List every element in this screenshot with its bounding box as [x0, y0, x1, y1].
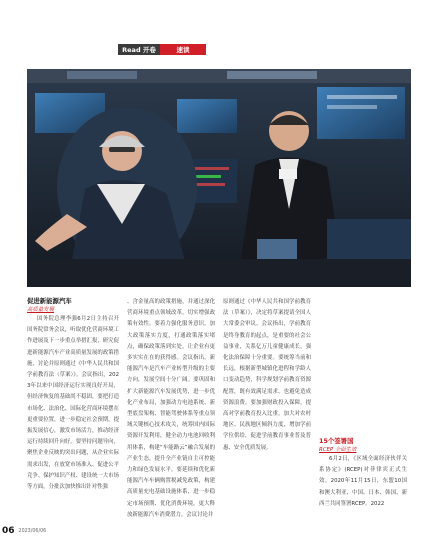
column-4 [315, 297, 411, 535]
article-columns [27, 297, 411, 535]
article2-title: 15个签署国 [319, 437, 354, 445]
page-footer [2, 526, 46, 536]
column-text-1: 国务院总理李强6月2日主持召开国务院常务会议，听取优化营商环境工作进展及下一步重点举措汇报，研究促进新能源汽车产业高质量发展的政策措施，讨论并原则通过《中华人民共和国学前教育法（草案）》。会议指出，2023年以来中国经济运行实现良好开局，但经济恢复的基础尚不稳固，要把打造市场化、法治化、国际化营商环境摆在更重要位置，进一步稳定社会预期，提振发展信心，激发市场活力，推动经济运行持续回升向好。要坚持问题导向，聚焦企业反映的突出问题，从企业实际需求出发，在放宽市场准入、促进公平竞争、保护知识产权、建设统一大市场等方面，分批次加快推出针对性强 [27, 316, 119, 491]
article-subtitle: 高质量发展 [27, 307, 54, 313]
page-number: 06 [2, 526, 15, 536]
section-header [118, 44, 206, 55]
column-2 [123, 297, 219, 535]
brand-label: Read 开卷 [118, 44, 160, 55]
article2-text: 6月2日，《区域全面经济伙伴关系协定》(RCEP)对菲律宾正式生效。2020年11月15日，东盟10国和澳大利亚、中国、日本、韩国、新西兰共同签署RCEP。2022 [319, 456, 407, 507]
article-title: 促进新能源汽车 [27, 297, 72, 305]
issue-date: 2023/06/06 [18, 528, 47, 534]
column-text-4 [319, 297, 407, 431]
column-text-2: 、含金量高的政策措施，并通过深化营商环境重点领域改革，切实增强政策有效性。要着力强化服务意识，加大政策落实力度，打通政策落实堵点，确保政策落到实处，让企业有更多实实在在的获得感。会议指出，新能源汽车是汽车产业转型升级的主要方向，发展空间十分广阔。要巩固和扩大新能源汽车发展优势，进一步优化产业布局，加强动力电池系统、新型底盘架构、智能驾驶体系等重点领域关键核心技术攻关，统筹国内国际资源开发利用，健全动力电池回收利用体系，构建“车能路云”融合发展的产业生态，提升全产业链自主可控能力和绿色发展水平。要延续和优化新能源汽车车辆购置税减免政策，构建高质量充电基础设施体系，进一步稳定市场预期、优化消费环境，更大释放新能源汽车消费潜力。会议讨论并 [127, 299, 215, 518]
column-1 [27, 297, 123, 535]
article2-subtitle: RCEP 全面生效 [319, 447, 357, 453]
section-label: 速读 [160, 44, 206, 55]
column-3 [219, 297, 315, 535]
trading-floor-photo [27, 69, 411, 287]
column-text-3: 原则通过《中华人民共和国学前教育法（草案）》，决定将草案提请全国人大常委会审议。会议指出，学前教育是终身教育的起点，是重要的社会公益事业，关系亿万儿童健康成长，强化法治保障十分重要。要统筹当前和长远，根据新型城镇化进程和学龄人口变动趋势，科学规划学前教育资源配置，既有效满足需求，也避免造成资源浪费。要加强财政投入保障，提高对学前教育投入比重，加大对农村地区、民族地区倾斜力度，增加学前学位供给，促进学前教育事业普及普惠、安全优质发展。 [223, 299, 311, 451]
